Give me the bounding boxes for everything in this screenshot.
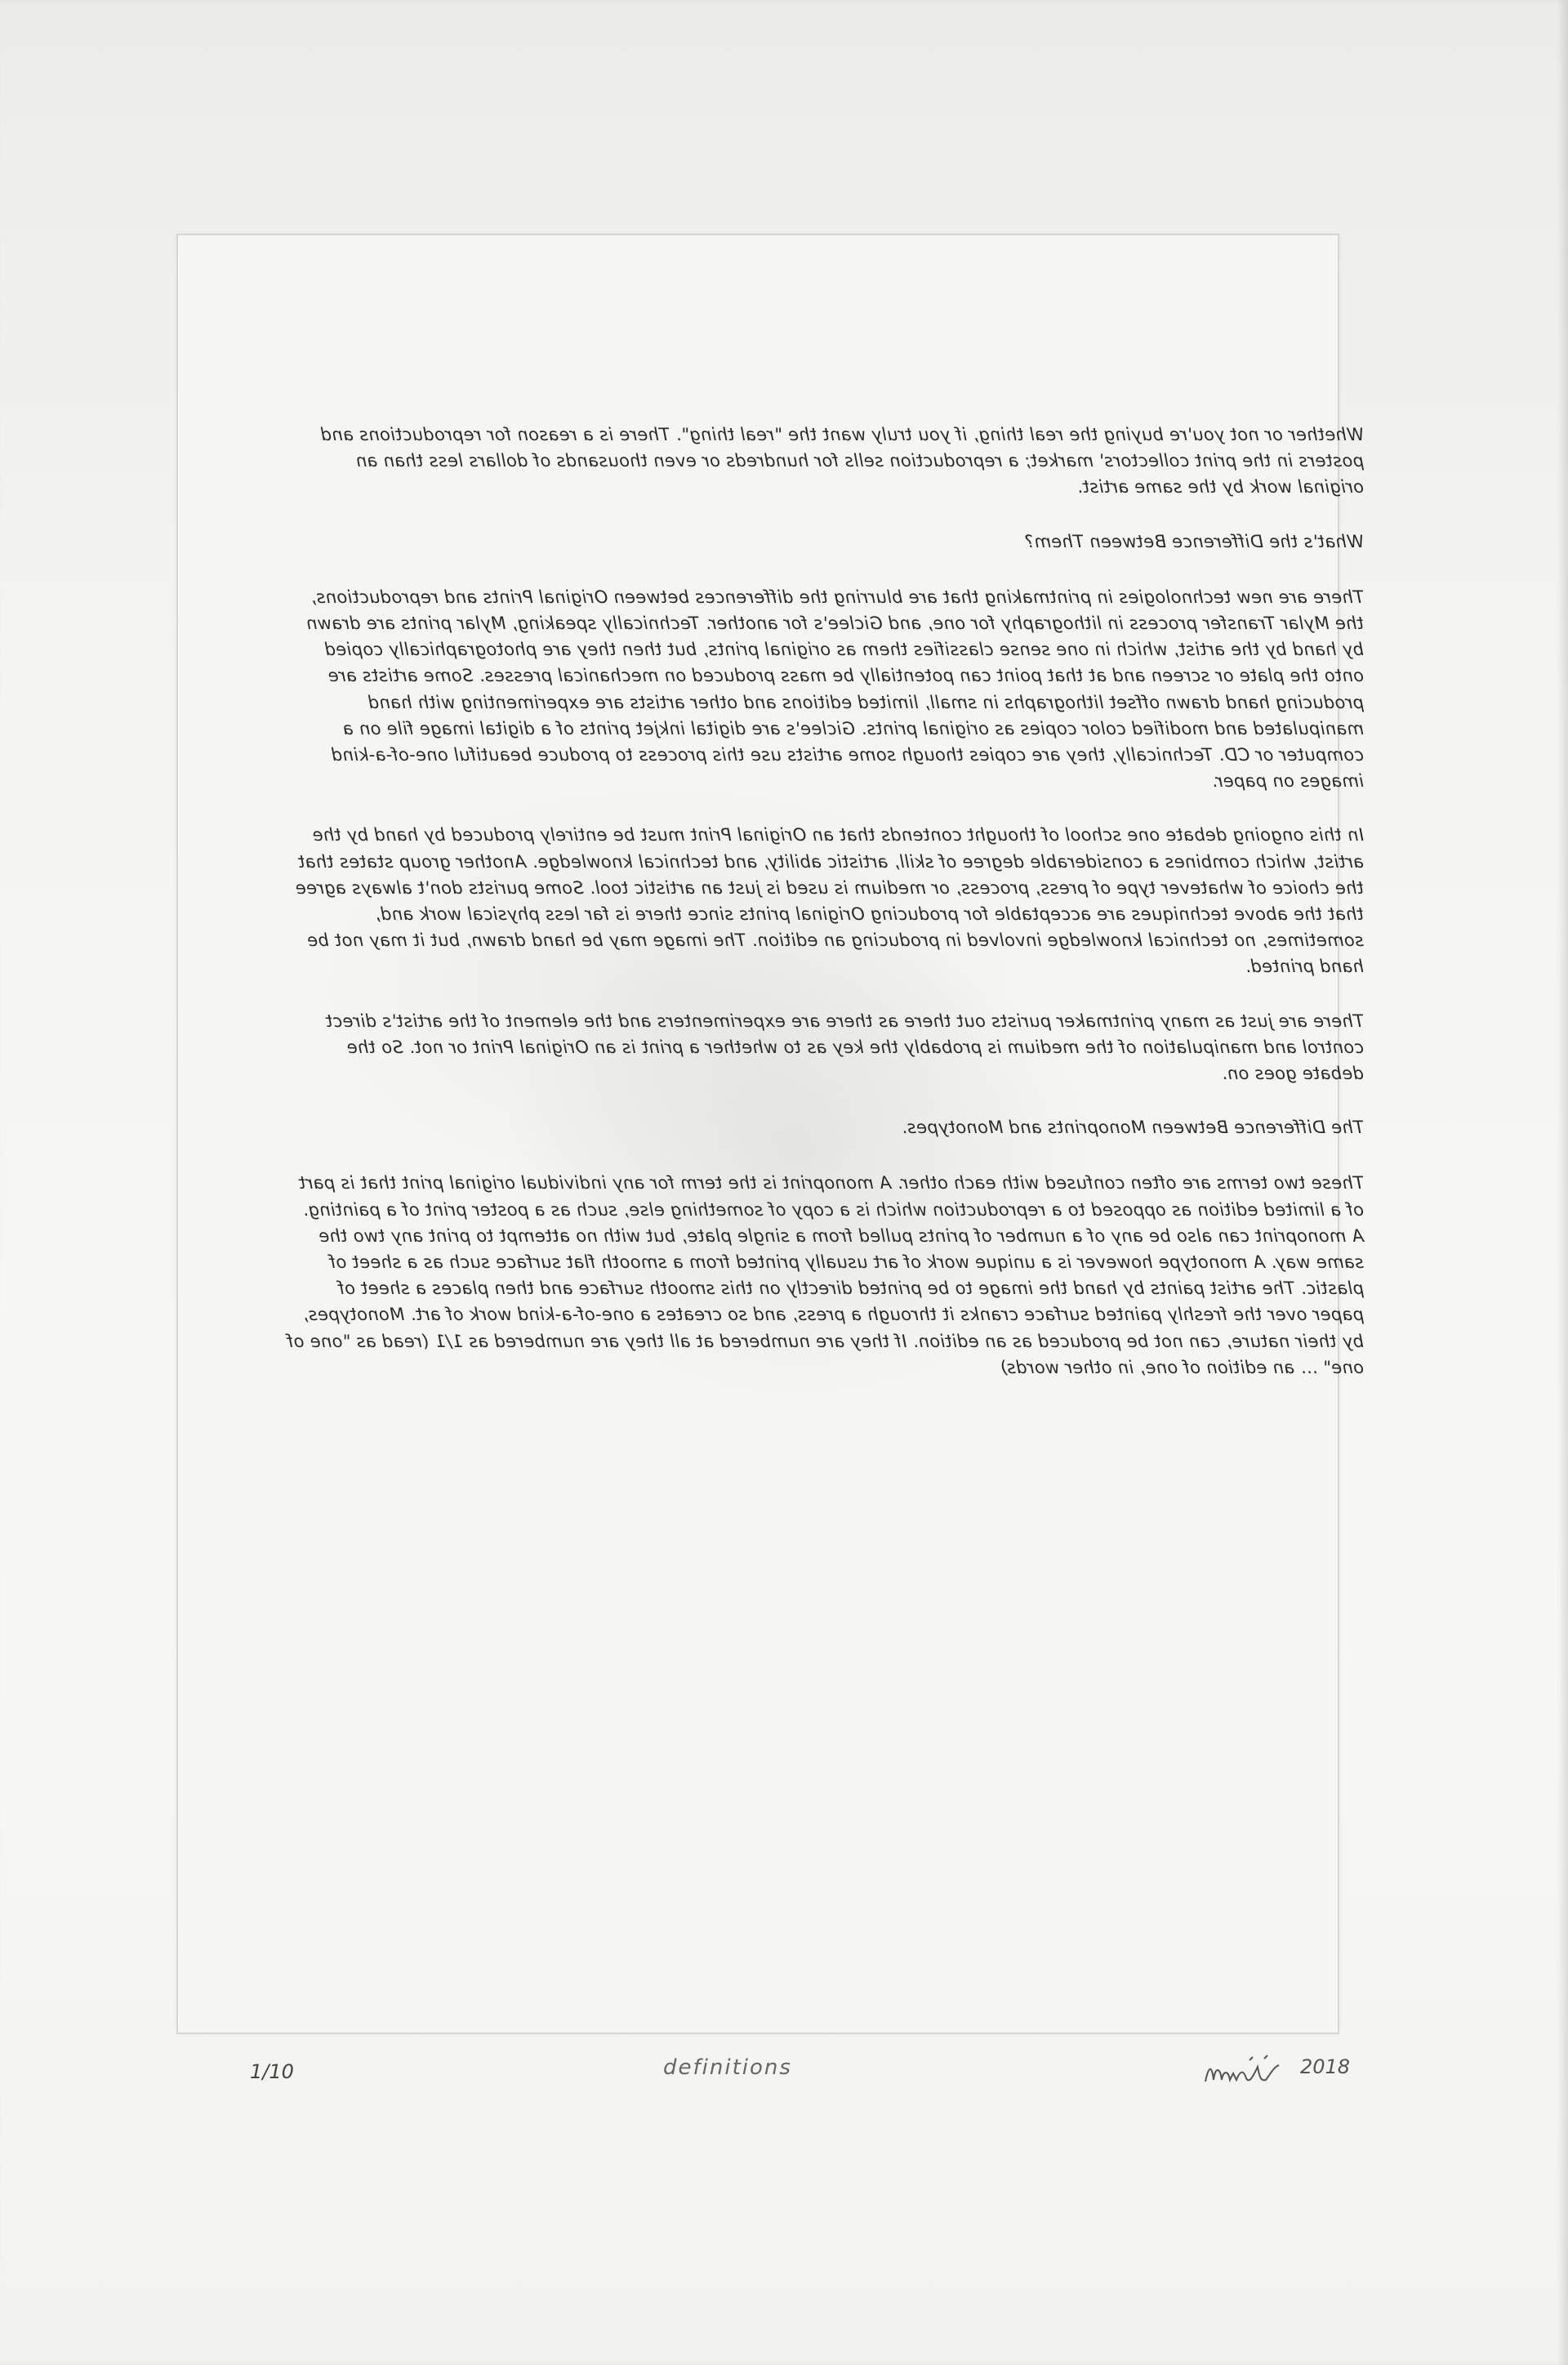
paragraph-intro: Whether or not you're buying the real thing, if you truly want the "real thing". There is a reason for reproductions and posters in the print collectors' market; a reproduction sells for hundreds or even thousands of dollars less than an original work by the same artist. [320,425,1364,498]
paragraph-technologies: There are new technologies in printmaking that are blurring the differences between Original Prints and reproductions, the Mylar Transfer process in lithography for one, and Giclee's for another. Technically speaking, Mylar prints are drawn by hand by the artist, which in one sense classifies them as original prints, but then they are photographically copied onto the plate or screen and at that point can potentially be mass produced on mechanical presses. Some artists are producing hand drawn offset lithographs in small, limited editions and other artists are experimenting with hand manipulated and modified color copies as original prints. Giclee's are digital inkjet prints of a digital image file on a computer or CD. Technically, they are copies though some artists use this process to produce beautiful one-of-a-kind images on paper. [305,587,1364,792]
print-title: definitions [663,2055,792,2080]
paragraph-monotypes: These two terms are often confused with each other. A monoprint is the term for any individual original print that is part of a limited edition as opposed to a reproduction which is a copy of something else, such as a poster print of a painting. A monoprint can also be any of a number of prints pulled from a single plate, but with no attempt to print any two the same way. A monotype however is a unique work of art usually printed from a smooth flat surface such as a sheet of plastic. The artist paints by hand the image to be printed directly on this smooth surface and then places a sheet of paper over the freshly painted surface cranks it through a press, and so creates a one-of-a-kind work of art. Monotypes, by their nature, can not be produced as an edition. If they are numbered at all they are numbered as 1/1 (read as "one of one" ... an edition of one, in other words) [287,1173,1364,1377]
paragraph-debate: In this ongoing debate one school of thought contends that an Original Print must be entirely produced by hand by the artist, which combines a considerable degree of skill, artistic ability, and technical knowledge. Another group states that the choice of whatever type of press, process, or medium is used is just an artistic tool. Some purists don't always agree that the above techniques are acceptable for producing Original prints since there is far less physical work and, sometimes, no technical knowledge involved in producing an edition. The image may be hand drawn, but it may not be hand printed. [295,825,1364,977]
heading-difference: What's the Difference Between Them? [1024,531,1364,551]
paragraph-purists: There are just as many printmaker purists out there as there are experimenters and the element of the artist's direct control and manipulation of the medium is probably the key as to whether a print is an Original Print or not. So the debate goes on. [325,1011,1364,1084]
paper-edge [1557,0,1568,2365]
edition-number: 1/10 [250,2060,294,2083]
mirrored-handwritten-text [286,422,1364,1408]
heading-monoprints: The Difference Between Monoprints and Monotypes. [901,1118,1364,1138]
signature-year: 2018 [1300,2055,1351,2078]
artist-signature [1200,2049,1298,2090]
